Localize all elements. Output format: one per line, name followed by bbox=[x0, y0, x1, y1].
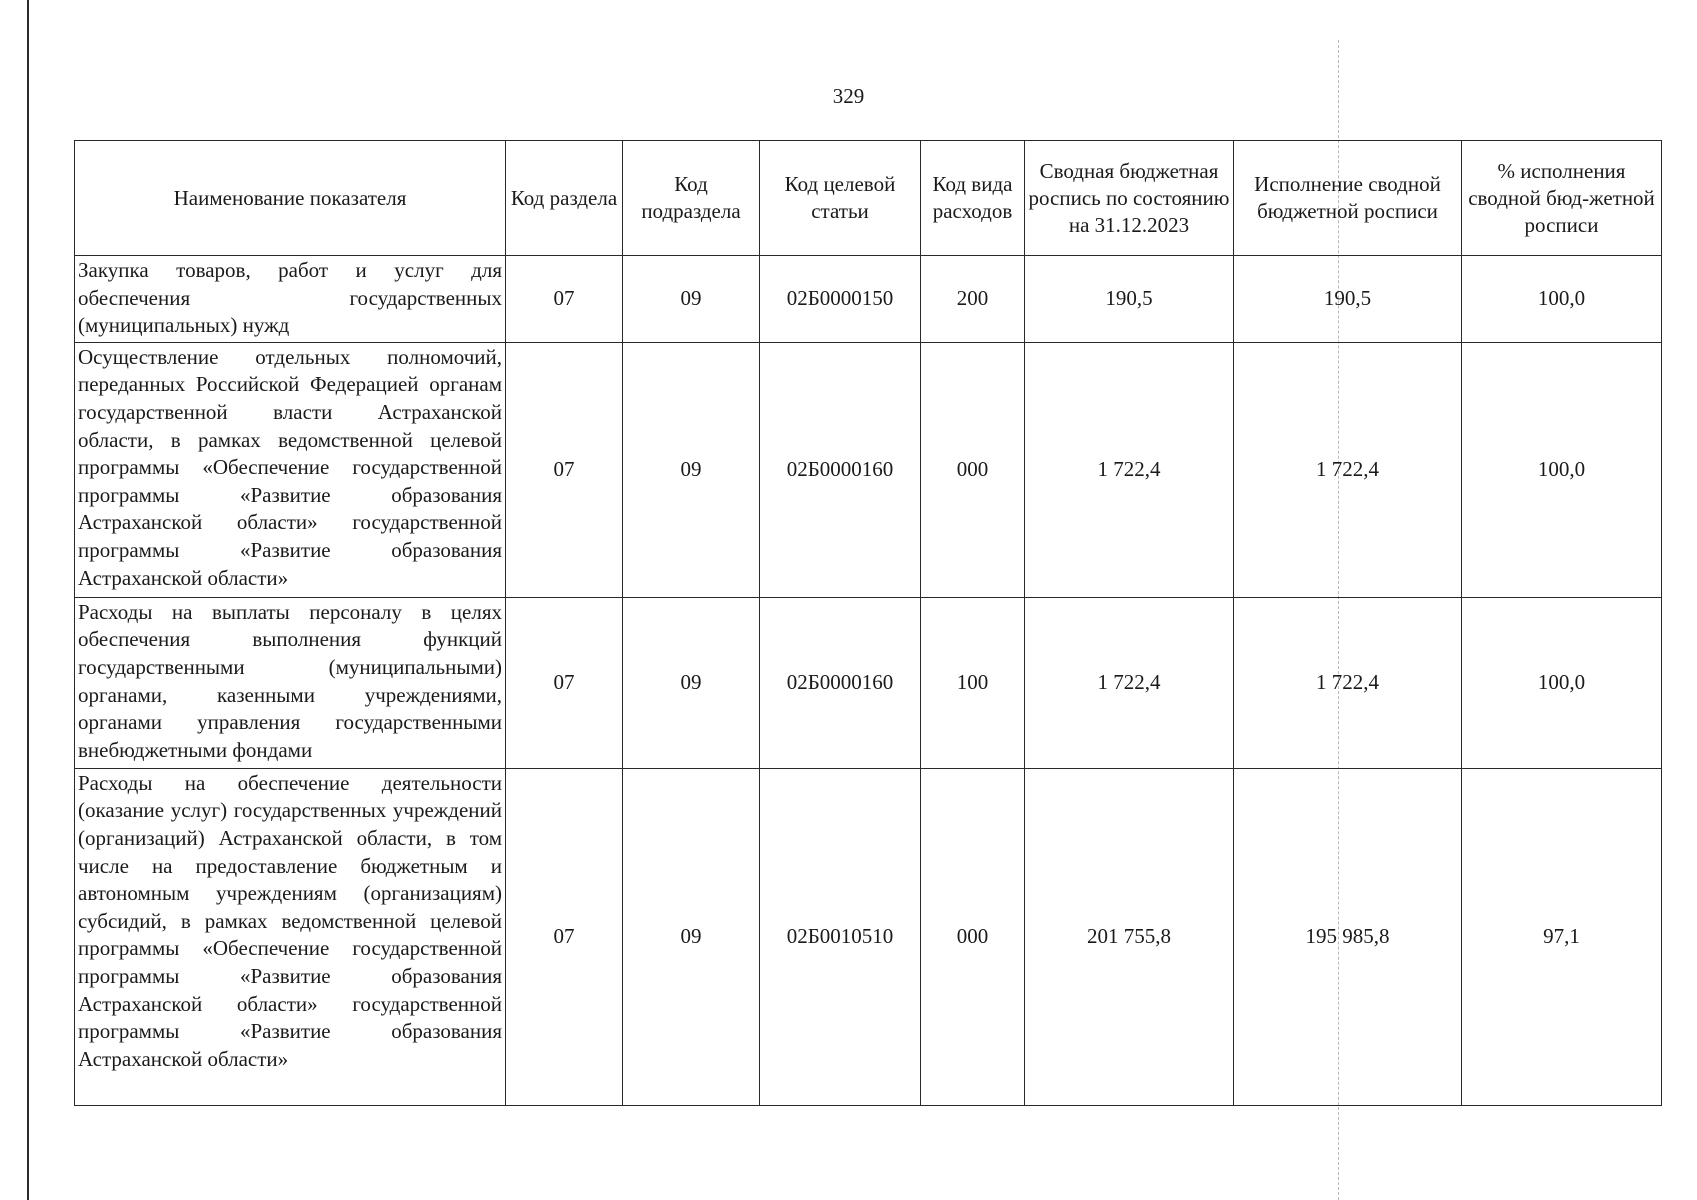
subsection-code-cell: 09 bbox=[623, 768, 760, 1105]
indicator-name-cell: Осуществление отдельных полномочий, переданных Российской Федерацией органам государственной власти Астраханской области, в рамках ведомственной целевой программы «Обеспечение государственной программы «Развитие образования Астраханской области» государственной программы «Развитие образования Астраханской области» bbox=[75, 342, 506, 597]
budget-execution-cell: 1 722,4 bbox=[1234, 597, 1462, 768]
section-code-cell: 07 bbox=[506, 256, 623, 343]
execution-percent-cell: 100,0 bbox=[1462, 597, 1662, 768]
subsection-code-cell: 09 bbox=[623, 256, 760, 343]
binding-edge-line bbox=[27, 0, 29, 1200]
budget-execution-cell: 1 722,4 bbox=[1234, 342, 1462, 597]
section-code-cell: 07 bbox=[506, 342, 623, 597]
table-header-row bbox=[75, 141, 1662, 256]
budget-plan-cell: 201 755,8 bbox=[1025, 768, 1234, 1105]
budget-execution-table bbox=[74, 140, 1662, 1106]
target-article-cell: 02Б0000150 bbox=[760, 256, 921, 343]
expense-type-cell: 100 bbox=[921, 597, 1025, 768]
subsection-code-cell: 09 bbox=[623, 597, 760, 768]
header-budget-execution: Исполнение сводной бюджетной росписи bbox=[1234, 141, 1462, 256]
budget-plan-cell: 1 722,4 bbox=[1025, 597, 1234, 768]
indicator-name-cell: Закупка товаров, работ и услуг для обеспечения государственных (муниципальных) нужд bbox=[75, 256, 506, 343]
page-number: 329 bbox=[832, 84, 865, 108]
budget-plan-cell: 190,5 bbox=[1025, 256, 1234, 343]
header-expense-type-code: Код вида расходов bbox=[921, 141, 1025, 256]
header-execution-percent: % исполнения сводной бюд-жетной росписи bbox=[1462, 141, 1662, 256]
execution-percent-cell: 100,0 bbox=[1462, 342, 1662, 597]
table-row bbox=[75, 342, 1662, 597]
header-section-code: Код раздела bbox=[506, 141, 623, 256]
section-code-cell: 07 bbox=[506, 768, 623, 1105]
table-row bbox=[75, 768, 1662, 1105]
table-row bbox=[75, 597, 1662, 768]
execution-percent-cell: 100,0 bbox=[1462, 256, 1662, 343]
expense-type-cell: 000 bbox=[921, 342, 1025, 597]
header-target-article-code: Код целевой статьи bbox=[760, 141, 921, 256]
target-article-cell: 02Б0000160 bbox=[760, 597, 921, 768]
budget-execution-cell: 190,5 bbox=[1234, 256, 1462, 343]
expense-type-cell: 200 bbox=[921, 256, 1025, 343]
indicator-name-cell: Расходы на выплаты персоналу в целях обеспечения выполнения функций государственными (муниципальными) органами, казенными учреждениями, органами управления государственными внебюджетными фондами bbox=[75, 597, 506, 768]
execution-percent-cell: 97,1 bbox=[1462, 768, 1662, 1105]
header-budget-plan: Сводная бюджетная роспись по состоянию на 31.12.2023 bbox=[1025, 141, 1234, 256]
header-indicator-name: Наименование показателя bbox=[75, 141, 506, 256]
expense-type-cell: 000 bbox=[921, 768, 1025, 1105]
table-row bbox=[75, 256, 1662, 343]
section-code-cell: 07 bbox=[506, 597, 623, 768]
budget-plan-cell: 1 722,4 bbox=[1025, 342, 1234, 597]
indicator-name-cell: Расходы на обеспечение деятельности (оказание услуг) государственных учреждений (организаций) Астраханской области, в том числе на предоставление бюджетным и автономным учреждениям (организациям) субсидий, в рамках ведомственной целевой программы «Обеспечение государственной программы «Развитие образования Астраханской области» государственной программы «Развитие образования Астраханской области» bbox=[75, 768, 506, 1105]
target-article-cell: 02Б0010510 bbox=[760, 768, 921, 1105]
target-article-cell: 02Б0000160 bbox=[760, 342, 921, 597]
budget-execution-cell: 195 985,8 bbox=[1234, 768, 1462, 1105]
header-subsection-code: Код подраздела bbox=[623, 141, 760, 256]
subsection-code-cell: 09 bbox=[623, 342, 760, 597]
